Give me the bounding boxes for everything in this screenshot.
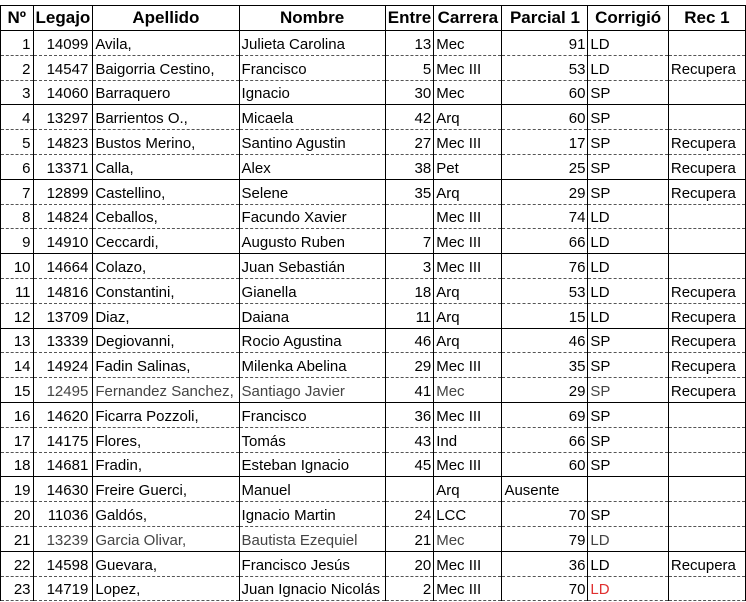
cell-corrigio[interactable]: LD — [588, 576, 668, 601]
cell-entrega[interactable]: 7 — [385, 229, 433, 254]
table-row — [1, 427, 746, 452]
cell-number[interactable]: 10 — [1, 254, 34, 279]
cell-rec[interactable] — [668, 229, 745, 254]
cell-nombre[interactable]: Augusto Ruben — [239, 229, 385, 254]
cell-corrigio[interactable]: LD — [588, 303, 668, 328]
cell-rec[interactable] — [668, 105, 745, 130]
cell-entrega[interactable]: 29 — [385, 353, 433, 378]
cell-carrera[interactable]: Mec III — [434, 402, 502, 427]
cell-carrera[interactable]: Mec III — [434, 353, 502, 378]
cell-apellido[interactable]: Garcia Olivar, — [93, 526, 239, 551]
cell-legajo[interactable]: 14924 — [33, 353, 93, 378]
cell-carrera[interactable]: Mec — [434, 80, 502, 105]
table-row — [1, 526, 746, 551]
cell-entrega[interactable]: 46 — [385, 328, 433, 353]
table-row — [1, 229, 746, 254]
cell-corrigio[interactable]: LD — [588, 229, 668, 254]
cell-parcial[interactable]: 53 — [502, 278, 588, 303]
cell-corrigio[interactable]: SP — [588, 105, 668, 130]
cell-entrega[interactable]: 18 — [385, 278, 433, 303]
cell-apellido[interactable]: Guevara, — [93, 551, 239, 576]
table-row — [1, 402, 746, 427]
cell-number[interactable]: 6 — [1, 154, 34, 179]
table-row — [1, 130, 746, 155]
cell-nombre[interactable]: Francisco — [239, 55, 385, 80]
cell-number[interactable]: 13 — [1, 328, 34, 353]
cell-parcial[interactable]: 17 — [502, 130, 588, 155]
header-row — [1, 6, 746, 31]
cell-apellido[interactable]: Fradin, — [93, 452, 239, 477]
cell-apellido[interactable]: Calla, — [93, 154, 239, 179]
cell-rec[interactable]: Recupera — [668, 328, 745, 353]
cell-legajo[interactable]: 13709 — [33, 303, 93, 328]
table-row — [1, 254, 746, 279]
cell-apellido[interactable]: Barraquero — [93, 80, 239, 105]
cell-parcial[interactable]: 29 — [502, 179, 588, 204]
cell-apellido[interactable]: Colazo, — [93, 254, 239, 279]
cell-carrera[interactable]: Pet — [434, 154, 502, 179]
cell-apellido[interactable]: Baigorria Cestino, — [93, 55, 239, 80]
cell-nombre[interactable]: Julieta Carolina — [239, 31, 385, 56]
cell-entrega[interactable]: 42 — [385, 105, 433, 130]
cell-rec[interactable]: Recupera — [668, 55, 745, 80]
cell-corrigio[interactable] — [588, 477, 668, 502]
cell-corrigio[interactable]: SP — [588, 378, 668, 403]
cell-legajo[interactable]: 14823 — [33, 130, 93, 155]
cell-entrega[interactable]: 38 — [385, 154, 433, 179]
cell-entrega[interactable]: 45 — [385, 452, 433, 477]
cell-rec[interactable]: Recupera — [668, 353, 745, 378]
cell-corrigio[interactable]: LD — [588, 55, 668, 80]
col-header-nombre[interactable]: Nombre — [239, 6, 385, 31]
cell-apellido[interactable]: Flores, — [93, 427, 239, 452]
cell-carrera[interactable]: Mec III — [434, 204, 502, 229]
cell-legajo[interactable]: 12899 — [33, 179, 93, 204]
cell-rec[interactable]: Recupera — [668, 130, 745, 155]
cell-corrigio[interactable]: SP — [588, 353, 668, 378]
cell-rec[interactable]: Recupera — [668, 179, 745, 204]
col-header-number[interactable]: Nº — [1, 6, 34, 31]
cell-entrega[interactable]: 43 — [385, 427, 433, 452]
cell-number[interactable]: 9 — [1, 229, 34, 254]
cell-nombre[interactable]: Milenka Abelina — [239, 353, 385, 378]
table-row — [1, 452, 746, 477]
cell-carrera[interactable]: Mec — [434, 31, 502, 56]
table-row — [1, 303, 746, 328]
table-row — [1, 551, 746, 576]
cell-entrega[interactable]: 2 — [385, 576, 433, 601]
table-row — [1, 353, 746, 378]
cell-number[interactable]: 7 — [1, 179, 34, 204]
cell-carrera[interactable]: Arq — [434, 278, 502, 303]
cell-nombre[interactable]: Francisco Jesús — [239, 551, 385, 576]
cell-nombre[interactable]: Esteban Ignacio — [239, 452, 385, 477]
cell-number[interactable]: 11 — [1, 278, 34, 303]
cell-rec[interactable]: Recupera — [668, 154, 745, 179]
cell-number[interactable]: 16 — [1, 402, 34, 427]
cell-parcial[interactable]: 76 — [502, 254, 588, 279]
table-row — [1, 477, 746, 502]
cell-apellido[interactable]: Castellino, — [93, 179, 239, 204]
cell-parcial[interactable]: 60 — [502, 105, 588, 130]
col-header-entrega[interactable]: Entre — [385, 6, 433, 31]
cell-nombre[interactable]: Alex — [239, 154, 385, 179]
cell-legajo[interactable]: 14630 — [33, 477, 93, 502]
cell-apellido[interactable]: Bustos Merino, — [93, 130, 239, 155]
cell-legajo[interactable]: 14547 — [33, 55, 93, 80]
table-row — [1, 80, 746, 105]
cell-apellido[interactable]: Galdós, — [93, 502, 239, 527]
cell-legajo[interactable]: 14620 — [33, 402, 93, 427]
cell-legajo[interactable]: 14681 — [33, 452, 93, 477]
cell-number[interactable]: 4 — [1, 105, 34, 130]
cell-rec[interactable] — [668, 452, 745, 477]
cell-legajo[interactable]: 13339 — [33, 328, 93, 353]
cell-number[interactable]: 12 — [1, 303, 34, 328]
cell-corrigio[interactable]: SP — [588, 452, 668, 477]
cell-entrega[interactable]: 13 — [385, 31, 433, 56]
cell-apellido[interactable]: Ceccardi, — [93, 229, 239, 254]
cell-entrega[interactable]: 35 — [385, 179, 433, 204]
cell-legajo[interactable]: 14598 — [33, 551, 93, 576]
cell-corrigio[interactable]: SP — [588, 402, 668, 427]
cell-entrega[interactable]: 27 — [385, 130, 433, 155]
table-row — [1, 105, 746, 130]
cell-parcial[interactable]: 46 — [502, 328, 588, 353]
cell-parcial[interactable]: 36 — [502, 551, 588, 576]
cell-carrera[interactable]: Arq — [434, 328, 502, 353]
table-row — [1, 378, 746, 403]
cell-apellido[interactable]: Ceballos, — [93, 204, 239, 229]
cell-number[interactable]: 3 — [1, 80, 34, 105]
table-row — [1, 31, 746, 56]
cell-entrega[interactable]: 3 — [385, 254, 433, 279]
table-row — [1, 154, 746, 179]
cell-rec[interactable] — [668, 427, 745, 452]
cell-apellido[interactable]: Constantini, — [93, 278, 239, 303]
cell-number[interactable]: 8 — [1, 204, 34, 229]
col-header-rec[interactable]: Rec 1 — [668, 6, 745, 31]
cell-rec[interactable]: Recupera — [668, 303, 745, 328]
cell-parcial[interactable]: 60 — [502, 80, 588, 105]
cell-entrega[interactable]: 36 — [385, 402, 433, 427]
cell-legajo[interactable]: 14175 — [33, 427, 93, 452]
cell-carrera[interactable]: Mec III — [434, 576, 502, 601]
cell-legajo[interactable]: 14910 — [33, 229, 93, 254]
cell-carrera[interactable]: Mec III — [434, 452, 502, 477]
col-header-carrera[interactable]: Carrera — [434, 6, 502, 31]
col-header-corrigio[interactable]: Corrigió — [588, 6, 668, 31]
cell-corrigio[interactable]: SP — [588, 179, 668, 204]
cell-apellido[interactable]: Degiovanni, — [93, 328, 239, 353]
table-row — [1, 576, 746, 601]
cell-legajo[interactable]: 12495 — [33, 378, 93, 403]
cell-nombre[interactable]: Santino Agustin — [239, 130, 385, 155]
cell-legajo[interactable]: 14816 — [33, 278, 93, 303]
cell-carrera[interactable]: Mec III — [434, 254, 502, 279]
table-row — [1, 179, 746, 204]
table-body — [1, 31, 746, 601]
cell-nombre[interactable]: Ignacio Martin — [239, 502, 385, 527]
cell-number[interactable]: 21 — [1, 526, 34, 551]
cell-legajo[interactable]: 14060 — [33, 80, 93, 105]
cell-carrera[interactable]: Arq — [434, 179, 502, 204]
cell-carrera[interactable]: Arq — [434, 477, 502, 502]
cell-parcial[interactable]: 70 — [502, 502, 588, 527]
cell-parcial[interactable]: 91 — [502, 31, 588, 56]
table-row — [1, 55, 746, 80]
cell-number[interactable]: 22 — [1, 551, 34, 576]
cell-corrigio[interactable]: LD — [588, 526, 668, 551]
cell-parcial[interactable]: 66 — [502, 229, 588, 254]
cell-parcial[interactable]: 15 — [502, 303, 588, 328]
cell-parcial[interactable]: 35 — [502, 353, 588, 378]
cell-carrera[interactable]: LCC — [434, 502, 502, 527]
col-header-parcial[interactable]: Parcial 1 — [502, 6, 588, 31]
cell-carrera[interactable]: Mec III — [434, 130, 502, 155]
cell-nombre[interactable]: Ignacio — [239, 80, 385, 105]
cell-corrigio[interactable]: SP — [588, 130, 668, 155]
cell-number[interactable]: 20 — [1, 502, 34, 527]
cell-apellido[interactable]: Ficarra Pozzoli, — [93, 402, 239, 427]
cell-corrigio[interactable]: LD — [588, 551, 668, 576]
cell-corrigio[interactable]: LD — [588, 278, 668, 303]
cell-number[interactable]: 19 — [1, 477, 34, 502]
cell-rec[interactable]: Recupera — [668, 378, 745, 403]
cell-number[interactable]: 23 — [1, 576, 34, 601]
cell-corrigio[interactable]: SP — [588, 154, 668, 179]
cell-parcial[interactable]: 60 — [502, 452, 588, 477]
cell-carrera[interactable]: Arq — [434, 303, 502, 328]
cell-rec[interactable] — [668, 31, 745, 56]
cell-number[interactable]: 5 — [1, 130, 34, 155]
cell-entrega[interactable]: 21 — [385, 526, 433, 551]
grades-table — [0, 5, 746, 601]
table-row — [1, 502, 746, 527]
cell-corrigio[interactable]: LD — [588, 31, 668, 56]
cell-apellido[interactable]: Lopez, — [93, 576, 239, 601]
cell-nombre[interactable]: Micaela — [239, 105, 385, 130]
cell-legajo[interactable]: 14824 — [33, 204, 93, 229]
cell-rec[interactable] — [668, 477, 745, 502]
cell-entrega[interactable]: 30 — [385, 80, 433, 105]
cell-corrigio[interactable]: SP — [588, 328, 668, 353]
cell-entrega[interactable]: 20 — [385, 551, 433, 576]
cell-nombre[interactable]: Gianella — [239, 278, 385, 303]
cell-rec[interactable] — [668, 502, 745, 527]
cell-apellido[interactable]: Fernandez Sanchez, — [93, 378, 239, 403]
cell-apellido[interactable]: Fadin Salinas, — [93, 353, 239, 378]
cell-legajo[interactable]: 13239 — [33, 526, 93, 551]
cell-nombre[interactable]: Selene — [239, 179, 385, 204]
cell-corrigio[interactable]: SP — [588, 427, 668, 452]
cell-carrera[interactable]: Mec — [434, 526, 502, 551]
cell-parcial[interactable]: 70 — [502, 576, 588, 601]
cell-entrega[interactable] — [385, 477, 433, 502]
cell-nombre[interactable]: Bautista Ezequiel — [239, 526, 385, 551]
cell-entrega[interactable]: 11 — [385, 303, 433, 328]
cell-rec[interactable] — [668, 526, 745, 551]
cell-parcial[interactable]: 29 — [502, 378, 588, 403]
cell-rec[interactable] — [668, 254, 745, 279]
cell-parcial[interactable]: 53 — [502, 55, 588, 80]
cell-nombre[interactable]: Daiana — [239, 303, 385, 328]
cell-apellido[interactable]: Avila, — [93, 31, 239, 56]
cell-legajo[interactable]: 13371 — [33, 154, 93, 179]
col-header-apellido[interactable]: Apellido — [93, 6, 239, 31]
cell-nombre[interactable]: Manuel — [239, 477, 385, 502]
cell-entrega[interactable] — [385, 204, 433, 229]
cell-parcial[interactable]: 79 — [502, 526, 588, 551]
cell-entrega[interactable]: 41 — [385, 378, 433, 403]
cell-number[interactable]: 2 — [1, 55, 34, 80]
cell-rec[interactable] — [668, 204, 745, 229]
cell-carrera[interactable]: Mec III — [434, 55, 502, 80]
cell-carrera[interactable]: Mec III — [434, 551, 502, 576]
cell-rec[interactable]: Recupera — [668, 551, 745, 576]
cell-apellido[interactable]: Diaz, — [93, 303, 239, 328]
cell-legajo[interactable]: 14099 — [33, 31, 93, 56]
cell-number[interactable]: 18 — [1, 452, 34, 477]
table-row — [1, 204, 746, 229]
cell-number[interactable]: 17 — [1, 427, 34, 452]
cell-nombre[interactable]: Tomás — [239, 427, 385, 452]
cell-nombre[interactable]: Santiago Javier — [239, 378, 385, 403]
cell-nombre[interactable]: Juan Ignacio Nicolás — [239, 576, 385, 601]
cell-apellido[interactable]: Freire Guerci, — [93, 477, 239, 502]
cell-carrera[interactable]: Mec — [434, 378, 502, 403]
cell-nombre[interactable]: Juan Sebastián — [239, 254, 385, 279]
cell-legajo[interactable]: 14719 — [33, 576, 93, 601]
col-header-legajo[interactable]: Legajo — [33, 6, 93, 31]
cell-carrera[interactable]: Ind — [434, 427, 502, 452]
cell-nombre[interactable]: Francisco — [239, 402, 385, 427]
cell-rec[interactable]: Recupera — [668, 278, 745, 303]
cell-parcial[interactable]: 74 — [502, 204, 588, 229]
cell-legajo[interactable]: 11036 — [33, 502, 93, 527]
cell-rec[interactable] — [668, 402, 745, 427]
cell-nombre[interactable]: Facundo Xavier — [239, 204, 385, 229]
cell-parcial[interactable]: 69 — [502, 402, 588, 427]
cell-apellido[interactable]: Barrientos O., — [93, 105, 239, 130]
cell-parcial[interactable]: 66 — [502, 427, 588, 452]
cell-rec[interactable] — [668, 576, 745, 601]
table-row — [1, 278, 746, 303]
cell-number[interactable]: 14 — [1, 353, 34, 378]
cell-rec[interactable] — [668, 80, 745, 105]
cell-corrigio[interactable]: LD — [588, 254, 668, 279]
cell-entrega[interactable]: 24 — [385, 502, 433, 527]
cell-corrigio[interactable]: LD — [588, 204, 668, 229]
cell-carrera[interactable]: Arq — [434, 105, 502, 130]
cell-corrigio[interactable]: SP — [588, 80, 668, 105]
cell-nombre[interactable]: Rocio Agustina — [239, 328, 385, 353]
cell-number[interactable]: 1 — [1, 31, 34, 56]
cell-number[interactable]: 15 — [1, 378, 34, 403]
cell-legajo[interactable]: 14664 — [33, 254, 93, 279]
cell-corrigio[interactable]: SP — [588, 502, 668, 527]
cell-entrega[interactable]: 5 — [385, 55, 433, 80]
table-row — [1, 328, 746, 353]
cell-parcial[interactable]: Ausente — [502, 477, 588, 502]
cell-carrera[interactable]: Mec III — [434, 229, 502, 254]
cell-legajo[interactable]: 13297 — [33, 105, 93, 130]
cell-parcial[interactable]: 25 — [502, 154, 588, 179]
